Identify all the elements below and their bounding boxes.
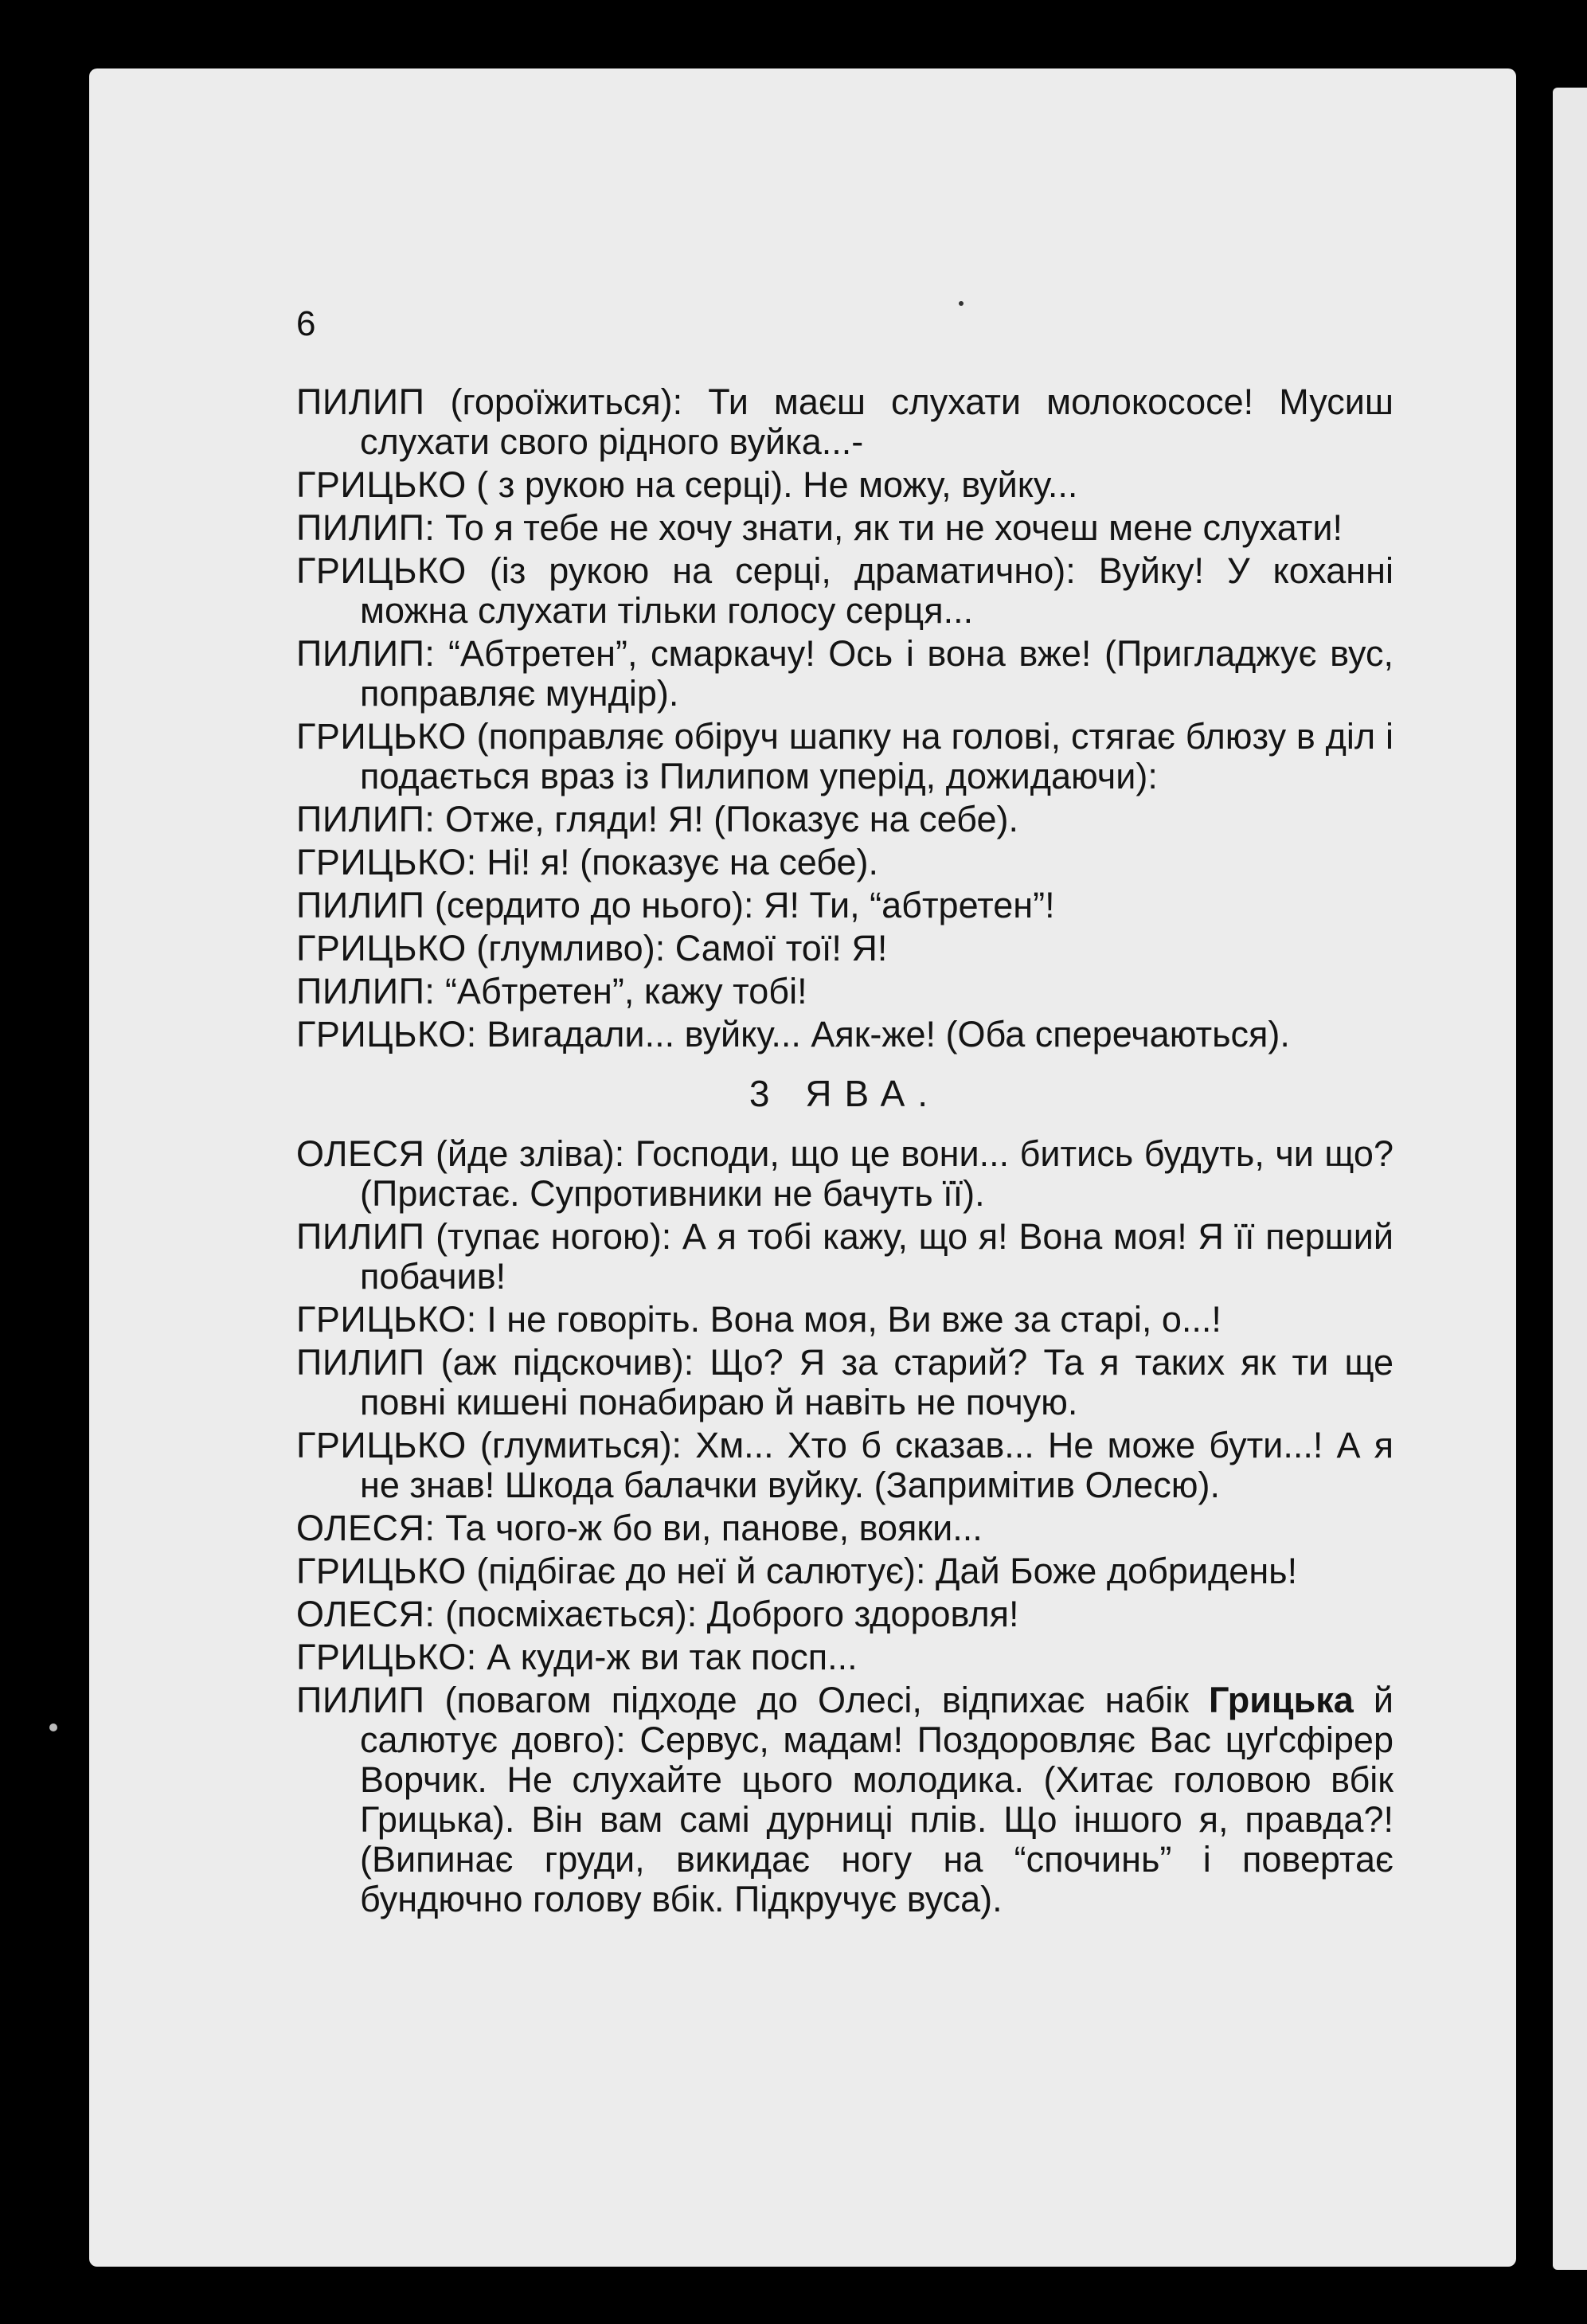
speaker-name: ГРИЦЬКО (296, 1425, 467, 1465)
speaker-name: ПИЛИП (296, 1216, 425, 1257)
speech-line (296, 508, 1394, 548)
speech-text: (гороїжиться): Ти маєш слухати молокососе! Мусиш слухати свого рідного вуйка...- (360, 381, 1394, 462)
speech-text: І не говоріть. Вона моя, Ви вже за старі, о...! (487, 1299, 1222, 1340)
speech-text: (тупає ногою): А я тобі кажу, що я! Вона моя! Я її перший побачив! (360, 1216, 1394, 1297)
speech-line (296, 843, 1394, 882)
speaker-name: ГРИЦЬКО: (296, 842, 477, 882)
speaker-name: ГРИЦЬКО (296, 1551, 467, 1591)
speech-text: (аж підскочив): Що? Я за старий? Та я таких як ти ще повні кишені понабираю й навіть не почую. (360, 1342, 1394, 1422)
speech-line (296, 1426, 1394, 1505)
speech-line (296, 886, 1394, 925)
speech-line (296, 1508, 1394, 1548)
speaker-name: ГРИЦЬКО (296, 928, 467, 968)
speech-text: (повагом підходе до Олесі, відпихає набік (444, 1680, 1189, 1720)
speech-text: (глумиться): Хм... Хто б сказав... Не може бути...! А я не знав! Шкода балачки вуйку. (Запримітив Олесю). (360, 1425, 1394, 1505)
speech-line (296, 1680, 1394, 1919)
speech-text: (із рукою на серці, драматично): Вуйку! У коханні можна слухати тільки голосу серця... (360, 550, 1394, 631)
speech-line (296, 1015, 1394, 1054)
speech-line (296, 551, 1394, 631)
speech-text: (глумливо): Самої тої! Я! (476, 928, 888, 968)
speech-line (296, 1637, 1394, 1677)
speech-text: “Абтретен”, смаркачу! Ось і вона вже! (Пригладжує вус, поправляє мундір). (360, 633, 1394, 714)
speaker-name: ГРИЦЬКО (296, 464, 467, 505)
speaker-name: ГРИЦЬКО: (296, 1299, 477, 1340)
speech-line (296, 1551, 1394, 1591)
speech-text: Та чого-ж бо ви, панове, вояки... (445, 1508, 983, 1548)
speech-text: (поправляє обіруч шапку на голові, стягає блюзу в діл і подається враз із Пилипом уперід, дожидаючи): (360, 716, 1394, 796)
speech-text: Отже, гляди! Я! (Показує на себе). (444, 799, 1018, 839)
speaker-name: ГРИЦЬКО: (296, 1014, 477, 1054)
speech-line (296, 465, 1394, 505)
speech-line (296, 929, 1394, 968)
print-speck (49, 1723, 57, 1731)
speaker-name: ПИЛИП (296, 381, 425, 422)
speech-text: То я тебе не хочу знати, як ти не хочеш мене слухати! (444, 507, 1343, 548)
speech-line (296, 800, 1394, 839)
speech-text: ( з рукою на серці). Не можу, вуйку... (476, 464, 1078, 505)
speech-line (296, 972, 1394, 1011)
speech-text: (посміхається): Доброго здоровля! (445, 1594, 1019, 1634)
speech-text: Ні! я! (показує на себе). (487, 842, 879, 882)
speaker-name: ПИЛИП (296, 1680, 425, 1720)
speaker-name: ГРИЦЬКО (296, 716, 467, 757)
speech-line (296, 1217, 1394, 1297)
speaker-name: ОЛЕСЯ: (296, 1594, 436, 1634)
speech-line (296, 1343, 1394, 1422)
speaker-name: ГРИЦЬКО (296, 550, 467, 591)
dialogue-after-scene (296, 1134, 1394, 1919)
adjacent-page-edge (1553, 88, 1587, 2270)
speech-text: (підбігає до неї й салютує): Дай Боже добридень! (476, 1551, 1298, 1591)
speaker-name: ПИЛИП (296, 1342, 425, 1383)
page-number: 6 (296, 304, 316, 343)
speech-text: Вигадали... вуйку... Аяк-же! (Оба сперечаються). (487, 1014, 1290, 1054)
speaker-name: ОЛЕСЯ (296, 1133, 425, 1174)
scene-heading: 3 ЯВА. (749, 1073, 941, 1114)
speech-line (296, 1300, 1394, 1340)
speech-line (296, 1134, 1394, 1214)
play-text (296, 382, 1394, 1923)
speaker-name: ПИЛИП (296, 885, 425, 925)
print-speck (959, 301, 964, 306)
speaker-name: ПИЛИП: (296, 799, 436, 839)
speaker-name: ПИЛИП: (296, 507, 436, 548)
speaker-name: ПИЛИП: (296, 971, 436, 1011)
speech-text: (йде зліва): Господи, що це вони... битись будуть, чи що? (Пристає. Супротивники не бачуть її). (360, 1133, 1394, 1214)
speech-text: А куди-ж ви так посп... (487, 1637, 858, 1677)
speaker-name: ОЛЕСЯ: (296, 1508, 436, 1548)
speech-text-continued: й салютує довго): Сервус, мадам! Поздоровляє Вас цуґсфірер Ворчик. Не слухайте цього молодика. (Хитає головою вбік Грицька). Він вам самі дурниці плів. Що іншого я, правда?! (Випинає груди, викидає ногу на “спочинь” і повертає бундючно голову вбік. Підкручує вуса). (360, 1680, 1394, 1919)
speech-line (296, 382, 1394, 462)
dialogue-before-scene (296, 382, 1394, 1054)
speech-text: (сердито до нього): Я! Ти, “абтретен”! (434, 885, 1055, 925)
speaker-name: ГРИЦЬКО: (296, 1637, 477, 1677)
bold-character-name: Грицька (1208, 1680, 1354, 1720)
speech-line (296, 634, 1394, 714)
speaker-name: ПИЛИП: (296, 633, 436, 674)
speech-text: “Абтретен”, кажу тобі! (444, 971, 807, 1011)
speech-line (296, 717, 1394, 796)
speech-line (296, 1594, 1394, 1634)
